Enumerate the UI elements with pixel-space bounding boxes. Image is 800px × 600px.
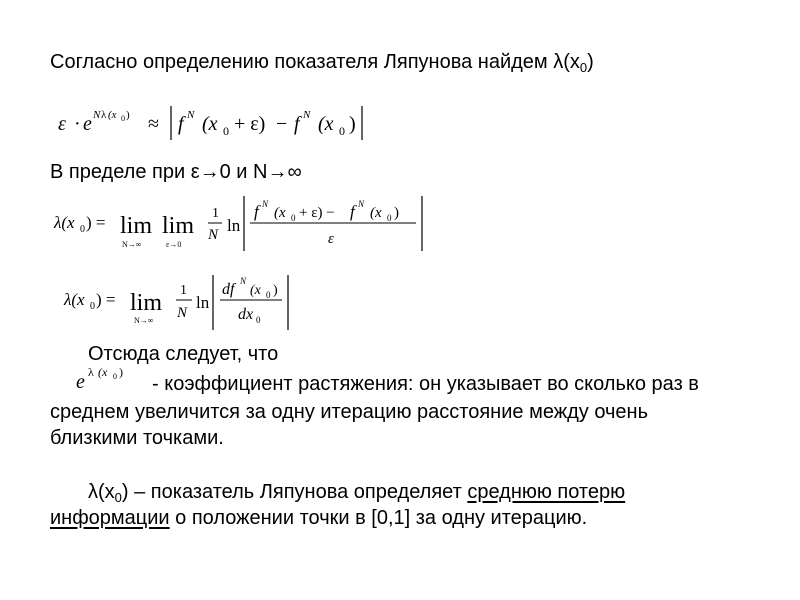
svg-text:N: N: [303, 109, 311, 121]
svg-text:dx: dx: [238, 306, 254, 323]
svg-text:N: N: [177, 305, 188, 321]
svg-text:λ(x: λ(x: [64, 290, 85, 309]
svg-text:N: N: [93, 109, 101, 121]
formula-lyapunov-double-limit: [50, 193, 440, 255]
lyapunov-definition-line1: $\lambda(x_0)$ – показатель Ляпунова определяет среднюю потерю: [88, 481, 626, 505]
svg-text:): ): [273, 283, 278, 298]
svg-text:): ): [126, 109, 130, 121]
consequence-line: Отсюда следует, что: [88, 343, 279, 365]
svg-text:(x: (x: [202, 113, 218, 135]
underlined-term-information: информации: [50, 507, 170, 529]
svg-text:N→∞: N→∞: [122, 240, 142, 249]
svg-text:) =: ) =: [96, 290, 116, 309]
svg-text:0: 0: [256, 315, 261, 325]
svg-text:N: N: [262, 199, 269, 209]
svg-text:λ: λ: [101, 109, 107, 121]
svg-text:0: 0: [113, 372, 117, 381]
stretch-explanation-line: среднем увеличится за одну итерацию расстояние между очень: [50, 401, 649, 423]
svg-text:(x: (x: [370, 205, 382, 221]
svg-text:0: 0: [387, 213, 392, 223]
svg-text:0: 0: [266, 290, 271, 300]
formula-exp-lambda: [66, 363, 156, 395]
svg-text:): ): [394, 205, 399, 221]
svg-text:λ: λ: [88, 365, 94, 379]
svg-text:0: 0: [90, 301, 95, 312]
formula-eps: ε: [58, 113, 66, 135]
svg-text:+ ε) −: + ε) −: [299, 205, 335, 221]
svg-text:1: 1: [180, 283, 187, 298]
svg-text:(x: (x: [250, 283, 261, 298]
svg-text:N→∞: N→∞: [134, 316, 154, 325]
formula-epsilon-expansion: [50, 102, 390, 144]
svg-text:f: f: [178, 113, 184, 135]
svg-text:N: N: [358, 199, 365, 209]
svg-text:f: f: [254, 202, 259, 221]
svg-text:0: 0: [339, 124, 345, 138]
svg-text:): ): [119, 365, 123, 379]
svg-text:ε: ε: [328, 231, 334, 247]
svg-text:ln: ln: [227, 216, 241, 235]
svg-text:lim: lim: [162, 213, 195, 239]
svg-text:lim: lim: [130, 290, 163, 316]
svg-text:0: 0: [80, 224, 85, 235]
stretch-coefficient-line: - коэффициент растяжения: он указывает во сколько раз в: [152, 373, 699, 395]
svg-text:N: N: [208, 227, 219, 243]
limit-condition-line: В пределе при ε→0 и N→∞: [50, 161, 302, 183]
svg-text:(x: (x: [274, 205, 286, 221]
svg-text:): ): [349, 113, 356, 135]
svg-text:e: e: [83, 113, 92, 135]
svg-text:f: f: [294, 113, 300, 135]
svg-text:N: N: [187, 109, 195, 121]
svg-text:) =: ) =: [86, 213, 106, 232]
svg-text:lim: lim: [120, 213, 153, 239]
formula-lyapunov-derivative: [50, 272, 310, 334]
svg-text:(x: (x: [108, 109, 117, 121]
svg-text:e: e: [76, 371, 85, 393]
svg-text:+ ε): + ε): [234, 113, 266, 135]
svg-text:λ(x: λ(x: [54, 213, 75, 232]
svg-text:0: 0: [223, 124, 229, 138]
svg-text:ln: ln: [196, 293, 210, 312]
svg-text:1: 1: [212, 206, 219, 221]
svg-text:·: ·: [74, 113, 81, 135]
svg-text:(x: (x: [98, 365, 108, 379]
stretch-explanation-end: близкими точками.: [50, 427, 224, 449]
svg-text:ε→0: ε→0: [166, 240, 182, 249]
svg-text:≈: ≈: [148, 113, 159, 135]
svg-text:0: 0: [121, 114, 125, 123]
lyapunov-definition-line2: информации о положении точки в [0,1] за одну итерацию.: [50, 507, 588, 529]
svg-text:(x: (x: [318, 113, 334, 135]
svg-text:0: 0: [291, 213, 296, 223]
heading-line: Согласно определению показателя Ляпунова найдем $\lambda(x_0)$: [50, 51, 594, 75]
underlined-term-average-loss: среднюю потерю: [467, 481, 626, 503]
svg-text:−: −: [276, 113, 288, 135]
svg-text:f: f: [350, 202, 355, 221]
svg-text:N: N: [240, 276, 247, 286]
svg-text:df: df: [222, 281, 235, 298]
